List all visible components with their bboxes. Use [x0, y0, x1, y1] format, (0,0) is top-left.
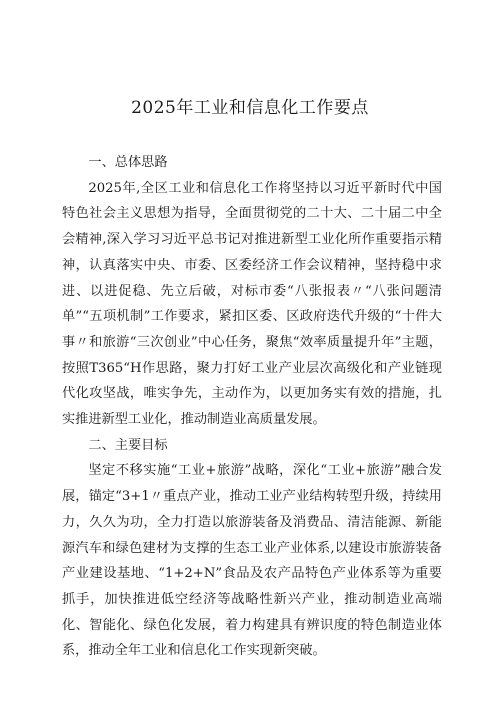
page-title: 2025年工业和信息化工作要点 — [131, 98, 369, 118]
section-heading-overall-approach: 一、总体思路 — [88, 155, 168, 170]
section-paragraph-main-goals: 坚定不移实施“工业+旅游”战略，深化“工业+旅游”融合发展，锚定“3+1〃重点产业，推动工业产业结构转型升级，持续用力，久久为功，全力打造以旅游装备及消费品、清洁能源、新能源汽车和绿色建材为支撑的生态工业产业体系,以建设市旅游装备产业建设基地、“1+2+N”食品及农产品特色产业体系等为重要抓手，加快推进低空经济等战略性新兴产业，推动制造业高端化、智能化、绿色化发展，着力构建具有辨识度的特色制造业体系，推动全年工业和信息化工作实现新突破。 — [62, 463, 442, 659]
section-paragraph-overall-approach: 2025年,全区工业和信息化工作将坚持以习近平新时代中国特色社会主义思想为指导，全面贯彻党的二十大、二十届二中全会精神,深入学习习近平总书记对推进新型工业化所作重要指示精神，认真落实中央、市委、区委经济工作会议精神，坚持稳中求进、以进促稳、先立后破，对标市委“八张报表〃“八张问题清单”“五项机制”工作要求，紧扣区委、区政府迭代升级的“十件大事〃和旅游“三次创业”中心任务，聚焦“效率质量提升年”主题，按照T365“H作思路，聚力打好工业产业层次高级化和产业链现代化攻坚战，唯实争先，主动作为，以更加务实有效的措施，扎实推进新型工业化，推动制造业高质量发展。 — [62, 180, 442, 428]
document-body — [62, 150, 442, 664]
section-heading-main-goals: 二、主要目标 — [88, 437, 168, 453]
